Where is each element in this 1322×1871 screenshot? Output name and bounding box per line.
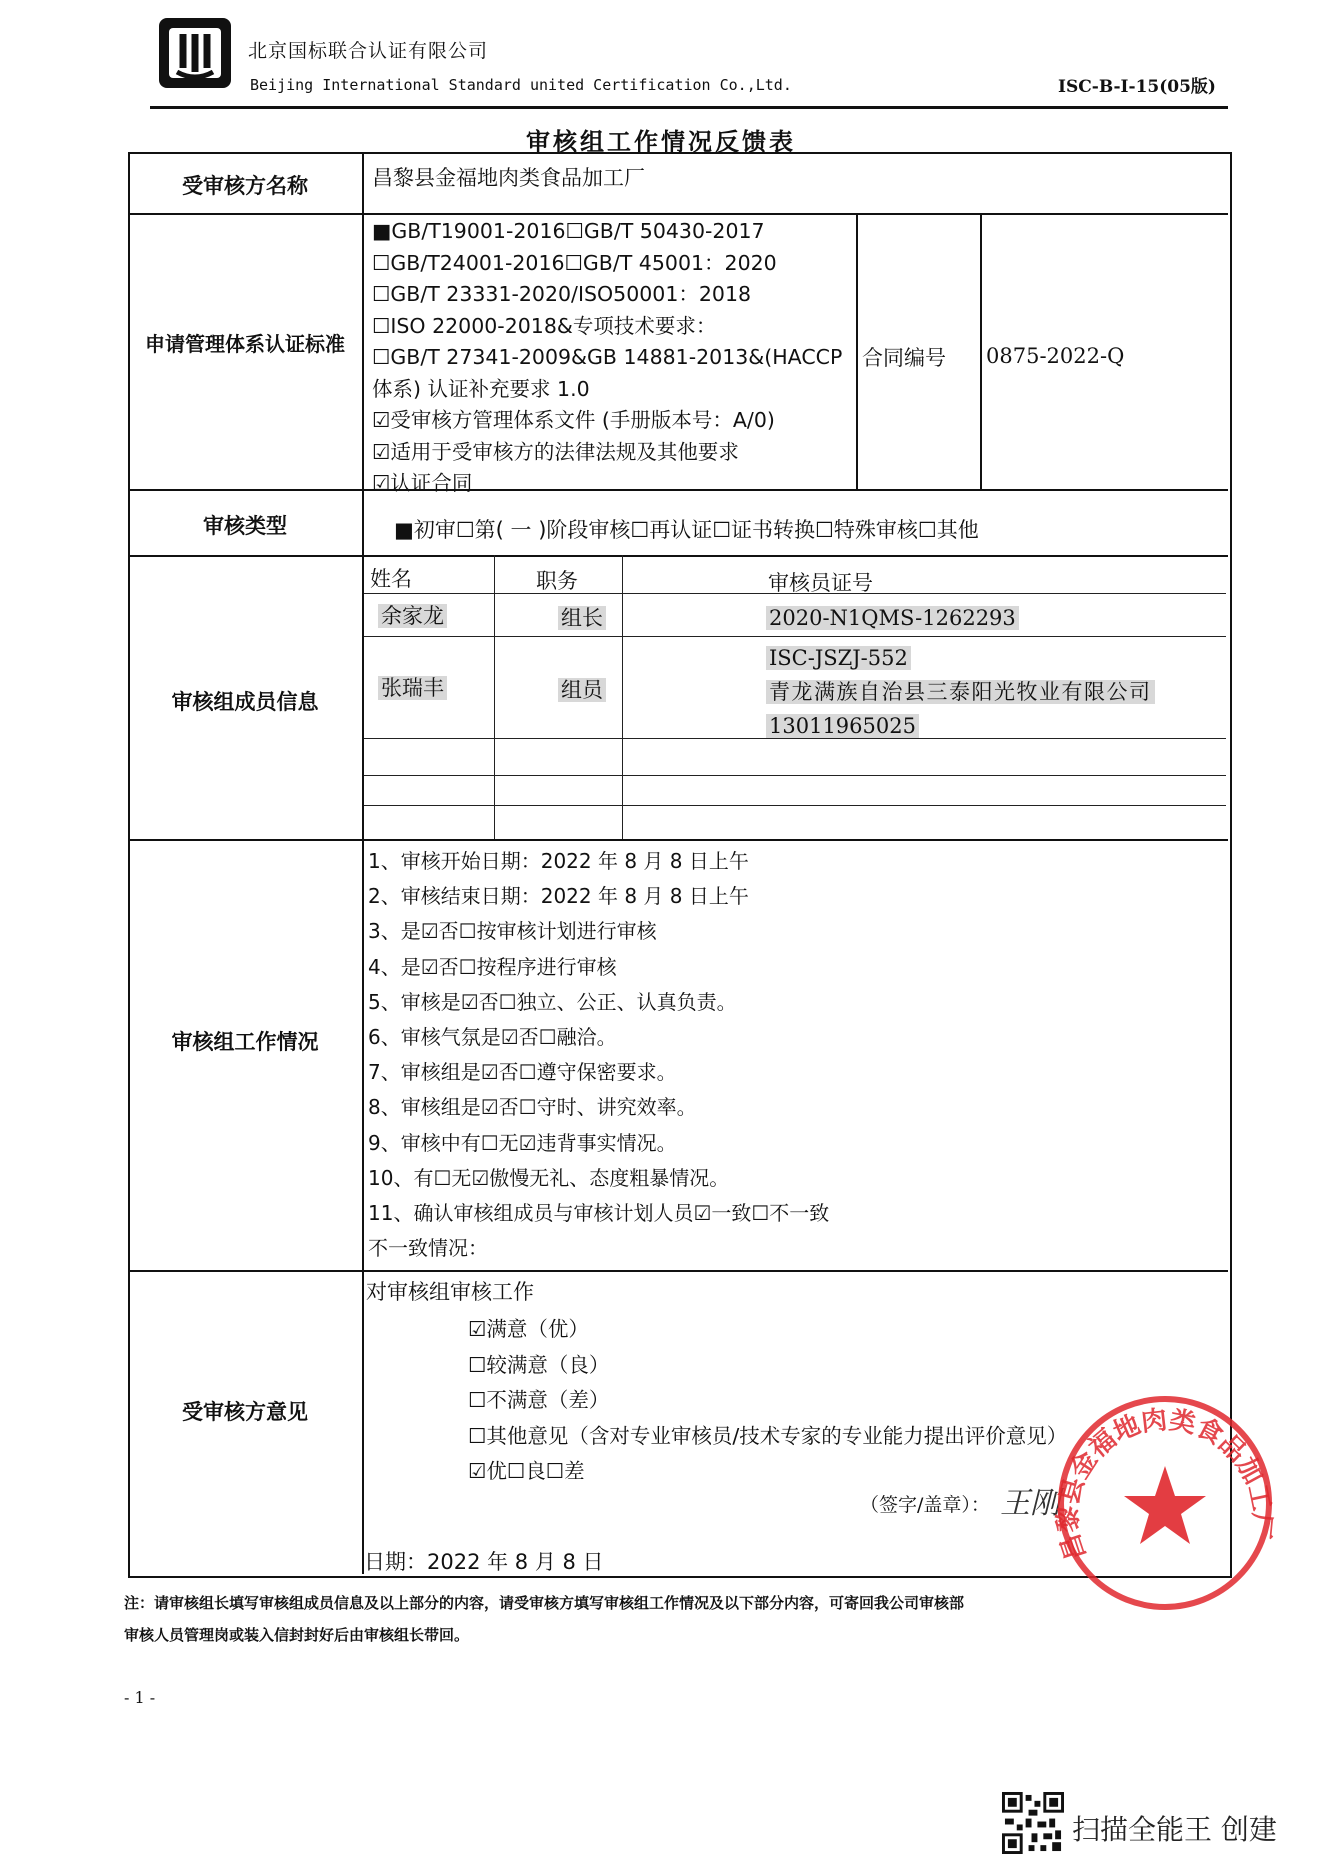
member-cert: ISC-JSZJ-552 青龙满族自治县三泰阳光牧业有限公司 13011965025 [766, 641, 1155, 743]
auditee-name-label: 受审核方名称 [182, 174, 308, 198]
team-row-divider [364, 636, 1226, 637]
work-item: 3、是☑否☐按审核计划进行审核 [368, 919, 657, 944]
opinion-intro: 对审核组审核工作 [366, 1280, 534, 1304]
work-item: 不一致情况： [368, 1236, 488, 1261]
work-item: 11、确认审核组成员与审核计划人员☑一致☐不一致 [368, 1201, 830, 1226]
standard-line: ☐ISO 22000-2018&专项技术要求： [372, 313, 717, 338]
work-item: 10、有☐无☑傲慢无礼、态度粗暴情况。 [368, 1165, 730, 1190]
team-col-divider [494, 555, 495, 839]
sign-label: （签字/盖章）： [860, 1494, 990, 1516]
opinion-option-dissatisfied: ☐不满意（差） [468, 1388, 610, 1412]
auditee-opinion-label: 受审核方意见 [182, 1400, 308, 1424]
opinion-option-fairly-satisfied: ☐较满意（良） [468, 1352, 610, 1377]
label-column-divider [362, 152, 364, 1574]
member-role: 组员 [558, 674, 606, 704]
opinion-date: 日期：2022 年 8 月 8 日 [364, 1550, 604, 1574]
company-logo [155, 14, 235, 92]
work-item: 6、审核气氛是☑否☐融洽。 [368, 1025, 617, 1050]
opinion-options [468, 1312, 1067, 1490]
row-divider [128, 555, 1228, 557]
row-divider [128, 213, 1228, 215]
opinion-option-satisfied: ☑满意（优） [468, 1317, 589, 1341]
work-item: 2、审核结束日期：2022 年 8 月 8 日上午 [368, 884, 749, 909]
standards-label: 申请管理体系认证标准 [145, 332, 345, 356]
page-number: - 1 - [124, 1688, 156, 1707]
work-situation-list [368, 844, 829, 1266]
header-divider [150, 106, 1228, 109]
qr-code-icon [1002, 1792, 1064, 1854]
contract-number-value: 0875-2022-Q [986, 344, 1125, 368]
company-seal-stamp [1050, 1388, 1280, 1618]
audit-type-label: 审核类型 [203, 514, 287, 538]
note-line-2: 审核人员管理岗或装入信封封好后由审核组长带回。 [124, 1626, 470, 1644]
work-item: 5、审核是☑否☐独立、公正、认真负责。 [368, 989, 737, 1014]
standard-line: ☑认证合同 [372, 471, 473, 495]
work-item: 8、审核组是☑否☐守时、讲究效率。 [368, 1095, 697, 1120]
team-info-label: 审核组成员信息 [171, 690, 319, 714]
work-item: 9、审核中有☐无☑违背事实情况。 [368, 1130, 677, 1155]
opinion-option-rating: ☑优☐良☐差 [468, 1459, 585, 1483]
scanner-watermark: 扫描全能王 创建 [1072, 1813, 1277, 1846]
member-name: 张瑞丰 [378, 672, 447, 702]
work-item: 4、是☑否☐按程序进行审核 [368, 954, 617, 979]
svg-text:昌黎县金福地肉类食品加工厂: 昌黎县金福地肉类食品加工厂 [1053, 1405, 1277, 1565]
standard-line: ☐GB/T 23331-2020/ISO50001：2018 [372, 282, 752, 306]
standard-line: 体系) 认证补充要求 1.0 [372, 376, 590, 401]
member-name: 余家龙 [378, 600, 447, 630]
team-row-divider [364, 805, 1226, 806]
standard-line: ■GB/T19001-2016☐GB/T 50430-2017 [372, 219, 765, 243]
contract-divider [856, 213, 858, 489]
standard-line: ☐GB/T 27341-2009&GB 14881-2013&(HACCP [372, 345, 843, 369]
team-col-cert: 审核员证号 [768, 571, 873, 595]
team-row-divider [364, 775, 1226, 776]
team-col-name: 姓名 [370, 567, 412, 591]
work-item: 7、审核组是☑否☐遵守保密要求。 [368, 1060, 677, 1085]
standard-line: ☑受审核方管理体系文件 (手册版本号：A/0) [372, 408, 775, 432]
auditee-name-value: 昌黎县金福地肉类食品加工厂 [372, 166, 645, 190]
form-title: 审核组工作情况反馈表 [526, 127, 796, 156]
member-role: 组长 [558, 602, 606, 632]
row-divider [128, 839, 1228, 841]
team-col-role: 职务 [536, 569, 578, 593]
company-name-cn: 北京国标联合认证有限公司 [248, 40, 489, 62]
standards-list [372, 216, 842, 500]
contract-number-label: 合同编号 [862, 346, 946, 370]
work-situation-label: 审核组工作情况 [171, 1030, 319, 1054]
standard-line: ☐GB/T24001-2016☐GB/T 45001：2020 [372, 250, 777, 275]
signature: 王刚 [1000, 1486, 1060, 1521]
note-line-1: 注：请审核组长填写审核组成员信息及以上部分的内容，请受审核方填写审核组工作情况及以下部分内容，可寄回我公司审核部 [124, 1594, 965, 1612]
document-code: ISC-B-I-15(05版) [1058, 77, 1216, 97]
audit-type-value: ■初审☐第( 一 )阶段审核☐再认证☐证书转换☐特殊审核☐其他 [394, 518, 979, 542]
member-cert: 2020-N1QMS-1262293 [766, 606, 1019, 630]
team-col-divider [622, 555, 623, 839]
company-name-en: Beijing International Standard united Certification Co.,Ltd. [250, 76, 792, 94]
standard-line: ☑适用于受审核方的法律法规及其他要求 [372, 439, 739, 464]
opinion-option-other: ☐其他意见（含对专业审核员/技术专家的专业能力提出评价意见） [468, 1423, 1068, 1448]
row-divider [128, 1270, 1228, 1272]
contract-divider [980, 213, 982, 489]
work-item: 1、审核开始日期：2022 年 8 月 8 日上午 [368, 849, 749, 873]
